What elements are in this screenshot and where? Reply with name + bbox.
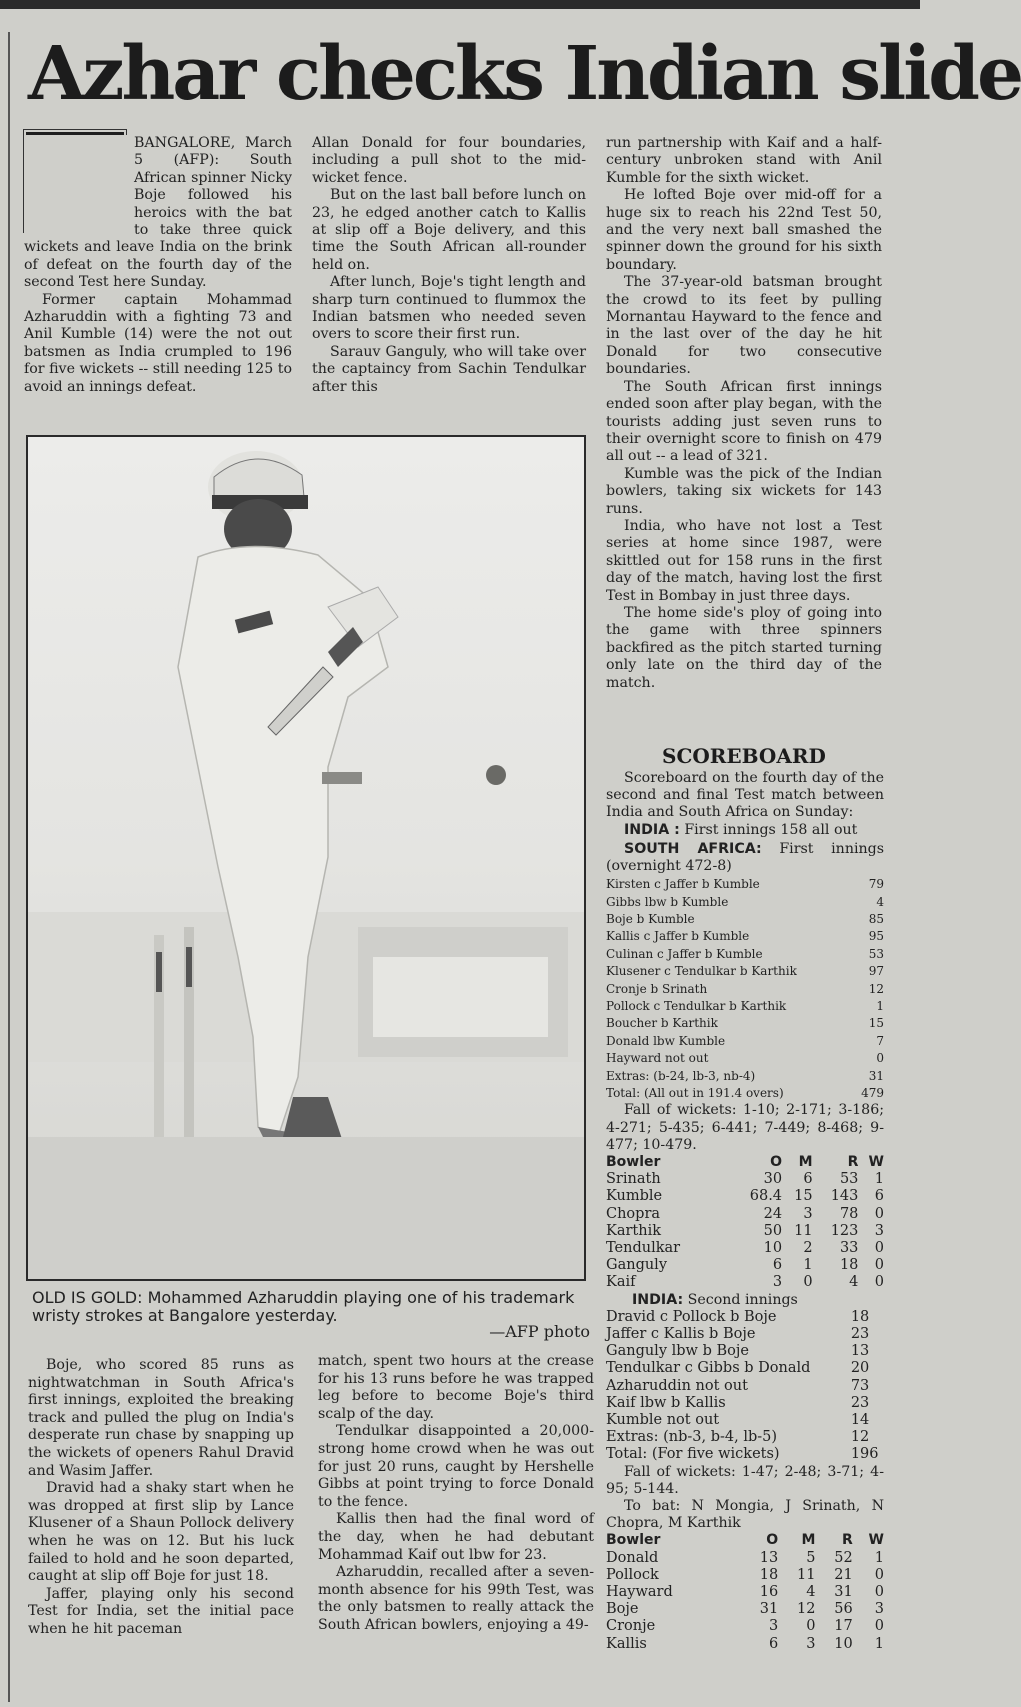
india-batting-row <box>606 1326 884 1343</box>
sa-bowling-w: 0 <box>874 1566 884 1583</box>
india-batting-row <box>606 1412 884 1429</box>
india-bowling-header: W <box>868 1153 884 1170</box>
india-bowling-m: 1 <box>803 1257 813 1274</box>
india-bowling-row <box>606 1274 884 1291</box>
article-para-15: Dravid had a shaky start when he was dropped at first slip by Lance Klusener of a Shaun Pollock delivery when he was on 12. But his luck failed to hold and he soon departed, caught at slip off Boje for just 18. <box>28 1480 294 1585</box>
caption-text: Mohammed Azharuddin playing one of his trademark wristy strokes at Bangalore yesterday. <box>32 1288 575 1325</box>
sa-bowling-r: 52 <box>834 1549 853 1566</box>
india-bowling-name: Tendulkar <box>606 1239 681 1256</box>
sa-bowling-row <box>606 1567 884 1584</box>
sa-bowling-row <box>606 1601 884 1618</box>
sa-bowling-m: 3 <box>806 1635 816 1652</box>
article-column-3 <box>606 135 882 692</box>
sa-bowling-m: 4 <box>806 1583 816 1600</box>
sa-batting-runs: 4 <box>876 894 884 909</box>
headline: Azhar checks Indian slide <box>28 31 1021 117</box>
india-bowling-w: 0 <box>874 1274 884 1291</box>
india-bowling-r: 18 <box>839 1257 859 1274</box>
india-bowling-o: 6 <box>772 1257 783 1274</box>
sa-batting-name: Boucher b Karthik <box>606 1016 718 1031</box>
india-bowling-o: 50 <box>763 1222 783 1239</box>
sa-batting-name: Kallis c Jaffer b Kumble <box>606 929 750 944</box>
sa-batting-name: Cronje b Srinath <box>606 981 708 996</box>
scoreboard-heading: SCOREBOARD <box>662 744 826 768</box>
article-para-10: The South African first innings ended soon after play began, with the tourists adding just seven runs to their overnight score to finish on 479 all out -- a lead of 321. <box>606 378 882 465</box>
sa-batting-row <box>606 1050 884 1067</box>
article-para-4: But on the last ball before lunch on 23, he edged another catch to Kallis at slip off a Boje delivery, and this time the South African all-rounder held on. <box>312 187 586 273</box>
sa-bowling-r: 21 <box>834 1566 853 1583</box>
sa-bowling-o: 16 <box>759 1583 779 1600</box>
article-column-1-body <box>24 135 292 396</box>
sa-bowling-r: 56 <box>834 1601 853 1618</box>
sa-batting-runs: 97 <box>868 964 884 979</box>
india-batting-name: Dravid c Pollock b Boje <box>606 1308 777 1325</box>
sa-text: First innings (overnight 472-8) <box>606 840 884 875</box>
sa-bowling-m: 0 <box>806 1618 816 1635</box>
india-batting-runs: 196 <box>850 1446 879 1463</box>
sa-batting-name: Extras: (b-24, lb-3, nb-4) <box>606 1068 756 1083</box>
india-bowling-m: 11 <box>794 1222 813 1239</box>
india-batting-table <box>606 1309 884 1464</box>
scoreboard <box>606 770 884 1653</box>
india-bowling-o: 68.4 <box>749 1188 783 1205</box>
sa-batting-row <box>606 1015 884 1032</box>
india-fall-of-wickets: Fall of wickets: 1-47; 2-48; 3-71; 4-95; 5-144. <box>606 1463 884 1497</box>
sa-bowling-o: 31 <box>759 1601 779 1618</box>
sa-bowling-name: Kallis <box>606 1635 647 1652</box>
sa-batting-name: Gibbs lbw b Kumble <box>606 894 729 909</box>
sa-batting-row <box>606 928 884 945</box>
india-batting-name: Total: (For five wickets) <box>606 1446 780 1463</box>
india-batting-row <box>606 1343 884 1360</box>
top-rule <box>0 0 920 9</box>
sa-bowling-name: Cronje <box>606 1618 656 1635</box>
india-bowling-row <box>606 1206 884 1223</box>
india-batting-name: Ganguly lbw b Boje <box>606 1343 749 1360</box>
india-second-label: INDIA: <box>632 1291 684 1308</box>
article-para-20: Azharuddin, recalled after a seven-month absence for his 99th Test, was the only batsmen to really attack the South African bowlers, enjoying a 49- <box>318 1564 594 1633</box>
sa-batting-row <box>606 946 884 963</box>
india-bowling-r: 33 <box>839 1239 859 1256</box>
article-column-bottom-1 <box>28 1357 294 1639</box>
sa-bowling-r: 10 <box>834 1635 853 1652</box>
india-batting-name: Kaif lbw b Kallis <box>606 1394 726 1411</box>
india-bowling-r: 143 <box>830 1188 859 1205</box>
article-para-7: run partnership with Kaif and a half-century unbroken stand with Anil Kumble for the sixth wicket. <box>606 135 882 186</box>
article-column-2 <box>312 135 586 396</box>
sa-bowling-m: 11 <box>797 1566 816 1583</box>
sa-bowling-name: Boje <box>606 1601 639 1618</box>
sa-batting-runs: 1 <box>876 999 884 1014</box>
article-para-16: Jaffer, playing only his second Test for India, set the initial pace when he hit paceman <box>28 1585 294 1637</box>
sa-batting-runs: 95 <box>868 929 884 944</box>
sa-bowling-w: 1 <box>874 1549 884 1566</box>
india-bowling-name: Srinath <box>606 1171 661 1188</box>
india-bowling-header: M <box>798 1153 813 1170</box>
sa-bowling-o: 18 <box>759 1566 779 1583</box>
india-second-innings <box>606 1292 884 1309</box>
india-bowling-o: 30 <box>763 1171 783 1188</box>
india-batting-row <box>606 1309 884 1326</box>
photo-caption <box>32 1289 584 1325</box>
india-first-text: First innings 158 all out <box>679 821 858 838</box>
india-batting-name: Azharuddin not out <box>606 1377 748 1394</box>
sa-bowling-w: 3 <box>874 1601 884 1618</box>
india-batting-runs: 12 <box>850 1429 870 1446</box>
sa-batting-table <box>606 876 884 1102</box>
india-batting-row <box>606 1395 884 1412</box>
india-batting-runs: 73 <box>850 1377 870 1394</box>
article-para-9: The 37-year-old batsman brought the crowd to its feet by pulling Mornantau Hayward to the fence and in the last over of the day he hit Donald for two consecutive boundaries. <box>606 274 882 378</box>
sa-bowling-r: 17 <box>834 1618 853 1635</box>
india-bowling-name: Ganguly <box>606 1257 668 1274</box>
sa-fall-of-wickets: Fall of wickets: 1-10; 2-171; 3-186; 4-271; 5-435; 6-441; 7-449; 8-468; 9-477; 10-479. <box>606 1102 884 1153</box>
sa-bowling-o: 13 <box>759 1549 779 1566</box>
sa-batting-row <box>606 1085 884 1102</box>
article-column-bottom-2 <box>318 1353 594 1635</box>
sa-bowling-name: Donald <box>606 1549 659 1566</box>
sa-batting-runs: 0 <box>876 1051 884 1066</box>
article-para-5: After lunch, Boje's tight length and sharp turn continued to flummox the Indian batsmen who needed seven overs to score their first run. <box>312 274 586 343</box>
article-para-18: Tendulkar disappointed a 20,000-strong home crowd when he was out for just 20 runs, caught by Hershelle Gibbs at point trying to force Donald to the fence. <box>318 1423 594 1510</box>
india-bowling-header: Bowler <box>606 1153 661 1170</box>
india-batting-row <box>606 1360 884 1377</box>
india-bowling-row <box>606 1240 884 1257</box>
sa-batting-name: Hayward not out <box>606 1051 709 1066</box>
sa-bowling-o: 3 <box>768 1618 779 1635</box>
india-bowling-row <box>606 1257 884 1274</box>
sa-batting-row <box>606 894 884 911</box>
sa-bowling-header: O <box>766 1532 779 1549</box>
india-bowling-w: 0 <box>874 1239 884 1256</box>
photo-credit: —AFP photo <box>489 1322 590 1341</box>
india-bowling-r: 53 <box>839 1171 859 1188</box>
india-bowling-m: 3 <box>803 1205 813 1222</box>
india-batting-name: Extras: (nb-3, b-4, lb-5) <box>606 1429 778 1446</box>
india-batting-runs: 23 <box>850 1325 870 1342</box>
india-bowling-m: 6 <box>803 1171 813 1188</box>
sa-batting-row <box>606 911 884 928</box>
india-bowling-w: 1 <box>874 1171 884 1188</box>
india-bowling-w: 3 <box>874 1222 884 1239</box>
sa-batting-row <box>606 963 884 980</box>
sa-batting-name: Total: (All out in 191.4 overs) <box>606 1086 784 1100</box>
sa-batting-runs: 15 <box>868 1016 884 1031</box>
sa-bowling-m: 12 <box>797 1601 816 1618</box>
india-bowling-name: Kaif <box>606 1274 636 1291</box>
sa-batting-row <box>606 1068 884 1085</box>
india-bowling-r: 123 <box>830 1222 859 1239</box>
sa-bowling-w: 0 <box>874 1583 884 1600</box>
india-bowling-table <box>606 1154 884 1292</box>
india-bowling-name: Chopra <box>606 1205 661 1222</box>
scoreboard-intro: Scoreboard on the fourth day of the second and final Test match between India and South Africa on Sunday: <box>606 770 884 821</box>
india-first-innings <box>606 822 884 839</box>
sa-batting-name: Boje b Kumble <box>606 912 695 927</box>
sa-bowling-name: Hayward <box>606 1583 673 1600</box>
sa-bowling-o: 6 <box>768 1635 779 1652</box>
sa-batting-name: Donald lbw Kumble <box>606 1033 726 1048</box>
sa-bowling-header: W <box>868 1532 884 1549</box>
india-bowling-o: 3 <box>772 1274 783 1291</box>
sa-batting-name: Pollock c Tendulkar b Karthik <box>606 999 787 1014</box>
india-bowling-row <box>606 1171 884 1188</box>
article-para-8: He lofted Boje over mid-off for a huge six to reach his 22nd Test 50, and the very next ball smashed the spinner down the ground for his sixth boundary. <box>606 187 882 273</box>
article-para-13: The home side's ploy of going into the game with three spinners backfired as the pitch started turning only late on the third day of the match. <box>606 604 882 691</box>
india-bowling-row <box>606 1223 884 1240</box>
india-batting-row <box>606 1378 884 1395</box>
sa-batting-row <box>606 1033 884 1050</box>
sa-batting-runs: 31 <box>868 1068 884 1083</box>
sa-batting-name: Klusener c Tendulkar b Karthik <box>606 964 797 979</box>
sa-batting-name: Kirsten c Jaffer b Kumble <box>606 877 760 892</box>
india-batting-name: Kumble not out <box>606 1411 720 1428</box>
article-para-17: match, spent two hours at the crease for his 13 runs before he was trapped leg before to become Boje's third scalp of the day. <box>318 1353 594 1422</box>
news-photo <box>26 435 586 1281</box>
india-batting-runs: 13 <box>850 1343 870 1360</box>
india-bowling-name: Karthik <box>606 1222 661 1239</box>
india-batting-name: Jaffer c Kallis b Boje <box>606 1325 756 1342</box>
sa-bowling-row <box>606 1584 884 1601</box>
sa-bowling-table <box>606 1532 884 1652</box>
to-bat: To bat: N Mongia, J Srinath, N Chopra, M Karthik <box>606 1497 884 1532</box>
sa-bowling-w: 0 <box>874 1618 884 1635</box>
sa-batting-row <box>606 981 884 998</box>
india-bowling-r: 4 <box>849 1274 859 1291</box>
india-bowling-r: 78 <box>839 1205 859 1222</box>
article-para-1: BANGALORE, March 5 (AFP): South African spinner Nicky Boje followed his heroics with the bat to take three quick wickets and leave India on the brink of defeat on the fourth day of the second Test here Sunday. <box>24 135 292 291</box>
india-bowling-name: Kumble <box>606 1188 663 1205</box>
sa-bowling-header: R <box>841 1532 853 1549</box>
india-second-text: Second innings <box>683 1291 798 1308</box>
india-batting-name: Tendulkar c Gibbs b Donald <box>606 1360 811 1377</box>
india-bowling-m: 2 <box>803 1239 813 1256</box>
article-para-2: Former captain Mohammad Azharuddin with a fighting 73 and Anil Kumble (14) were the not out batsmen as India crumpled to 196 for five wickets -- still needing 125 to avoid an innings defeat. <box>24 291 292 395</box>
sa-batting-runs: 7 <box>876 1033 884 1048</box>
sa-bowling-row <box>606 1550 884 1567</box>
india-bowling-header: O <box>770 1153 783 1170</box>
sa-label: SOUTH AFRICA: <box>624 840 762 857</box>
sa-bowling-r: 31 <box>834 1583 853 1600</box>
india-bowling-w: 0 <box>874 1257 884 1274</box>
article-para-11: Kumble was the pick of the Indian bowlers, taking six wickets for 143 runs. <box>606 465 882 517</box>
india-bowling-m: 15 <box>794 1188 813 1205</box>
sa-bowling-header: Bowler <box>606 1532 661 1549</box>
india-bowling-w: 0 <box>874 1205 884 1222</box>
sa-batting-row <box>606 998 884 1015</box>
sa-first-innings <box>606 841 884 875</box>
sa-batting-name: Culinan c Jaffer b Kumble <box>606 946 763 961</box>
india-batting-runs: 23 <box>850 1394 870 1411</box>
sa-batting-row <box>606 876 884 893</box>
india-bowling-row <box>606 1188 884 1205</box>
sa-batting-runs: 53 <box>868 946 884 961</box>
india-bowling-o: 24 <box>763 1205 783 1222</box>
caption-lead: OLD IS GOLD: <box>32 1288 143 1307</box>
india-bowling-o: 10 <box>763 1239 783 1256</box>
sa-bowling-m: 5 <box>806 1549 816 1566</box>
india-bowling-header: R <box>847 1153 859 1170</box>
india-bowling-m: 0 <box>803 1274 813 1291</box>
india-batting-row <box>606 1429 884 1446</box>
india-batting-runs: 20 <box>850 1360 870 1377</box>
sa-batting-runs: 479 <box>861 1086 884 1100</box>
article-para-6: Sarauv Ganguly, who will take over the captaincy from Sachin Tendulkar after this <box>312 343 586 395</box>
article-para-12: India, who have not lost a Test series at home since 1987, were skittled out for 158 runs in the first day of the match, having lost the first Test in Bombay in just three days. <box>606 517 882 604</box>
sa-batting-runs: 79 <box>868 877 884 892</box>
sa-bowling-w: 1 <box>874 1635 884 1652</box>
india-first-label: INDIA : <box>624 821 680 838</box>
sa-bowling-row <box>606 1618 884 1635</box>
india-batting-runs: 18 <box>850 1308 870 1325</box>
left-rule <box>8 32 10 1702</box>
sa-batting-runs: 85 <box>868 912 884 927</box>
india-batting-runs: 14 <box>850 1411 870 1428</box>
india-batting-row <box>606 1446 884 1463</box>
sa-bowling-row <box>606 1636 884 1653</box>
article-para-14: Boje, who scored 85 runs as nightwatchman in South Africa's first innings, exploited the breaking track and pulled the plug on India's desperate run chase by snapping up the wickets of openers Rahul Dravid and Wasim Jaffer. <box>28 1357 294 1479</box>
article-para-19: Kallis then had the final word of the day, when he had debutant Mohammad Kaif out lbw for 23. <box>318 1511 594 1563</box>
article-para-3: Allan Donald for four boundaries, including a pull shot to the mid-wicket fence. <box>312 135 586 186</box>
sa-bowling-header: M <box>801 1532 816 1549</box>
sa-batting-runs: 12 <box>868 981 884 996</box>
india-bowling-w: 6 <box>874 1188 884 1205</box>
sa-bowling-name: Pollock <box>606 1566 659 1583</box>
